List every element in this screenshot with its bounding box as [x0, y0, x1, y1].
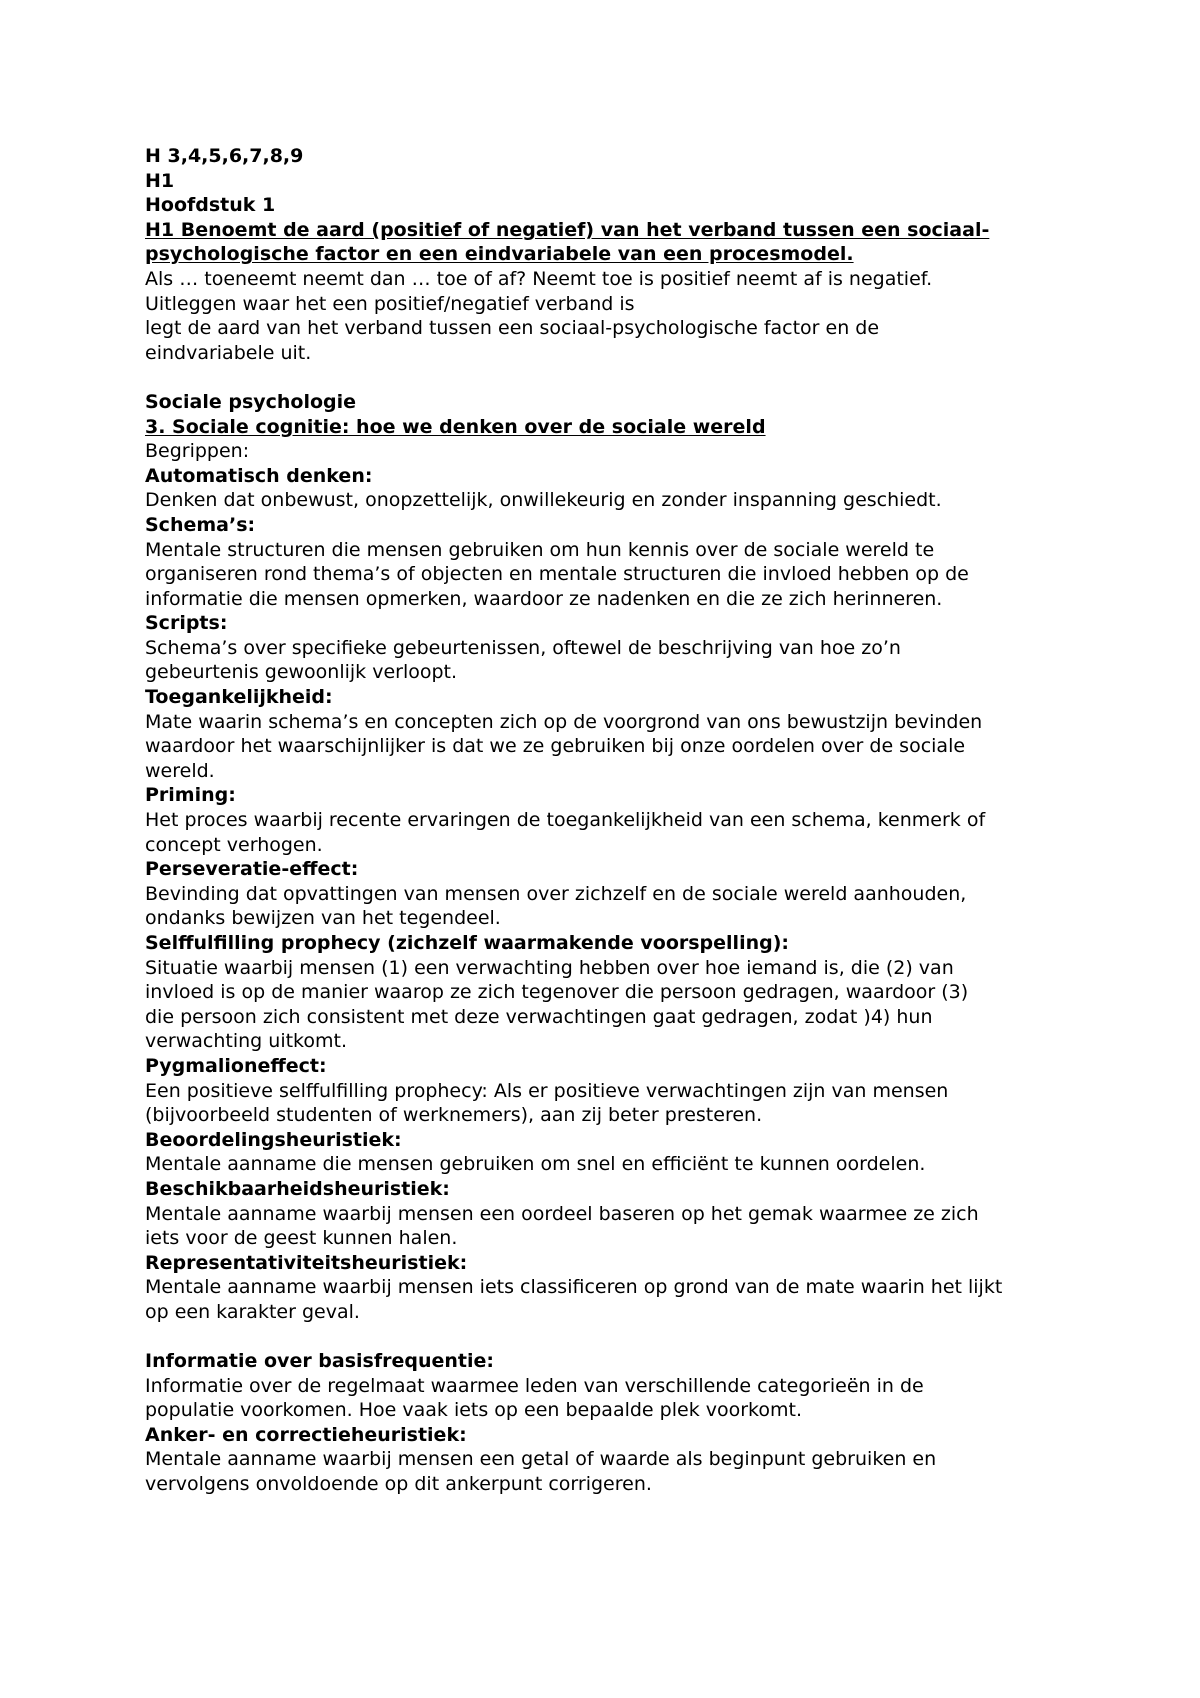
term-definition-line: Mentale aanname waarbij mensen een getal of waarde als beginpunt gebruiken en: [145, 1448, 937, 1471]
term-heading: Beoordelingsheuristiek:: [145, 1128, 402, 1151]
term-definition-line: waardoor het waarschijnlijker is dat we ze gebruiken bij onze oordelen over de sociale: [145, 735, 966, 758]
term-definition-line: wereld.: [145, 759, 215, 782]
term-definition-line: die persoon zich consistent met deze verwachtingen gaat gedragen, zodat )4) hun: [145, 1005, 933, 1028]
term-definition-line: organiseren rond thema’s of objecten en mentale structuren die invloed hebben op de: [145, 563, 969, 586]
term-definition-line: (bijvoorbeeld studenten of werknemers), aan zij beter presteren.: [145, 1104, 763, 1127]
term-heading: Pygmalioneffect:: [145, 1054, 327, 1077]
intro-text-1: Als … toeneemt neemt dan … toe of af? Neemt toe is positief neemt af is negatief.: [145, 267, 933, 290]
term-definition-line: op een karakter geval.: [145, 1300, 360, 1323]
section-title: Sociale psychologie: [145, 390, 357, 413]
learning-goal-line-1: H1 Benoemt de aard (positief of negatief) van het verband tussen een sociaal-: [145, 218, 990, 241]
term-heading: Selffulfilling prophecy (zichzelf waarmakende voorspelling):: [145, 932, 789, 954]
term-heading: Informatie over basisfrequentie:: [145, 1350, 495, 1373]
term-definition-line: Een positieve selffulfilling prophecy: Als er positieve verwachtingen zijn van mensen: [145, 1079, 949, 1102]
chapters-heading: H 3,4,5,6,7,8,9: [145, 145, 304, 167]
term-heading: Representativiteitsheuristiek:: [145, 1251, 468, 1274]
term-definition-line: concept verhogen.: [145, 833, 323, 856]
term-heading: Schema’s:: [145, 513, 256, 536]
chapter-title: 3. Sociale cognitie: hoe we denken over de sociale wereld: [145, 415, 766, 438]
intro-text-2: Uitleggen waar het een positief/negatief verband is: [145, 292, 635, 315]
learning-goal-line-2: psychologische factor en een eindvariabele van een procesmodel.: [145, 243, 854, 266]
spacer: [145, 365, 1080, 390]
document-page: [145, 144, 1080, 1497]
h1-heading: H1: [145, 169, 175, 192]
term-definition-line: invloed is op de manier waarop ze zich tegenover die persoon gedragen, waardoor (3): [145, 981, 969, 1004]
term-definition-line: gebeurtenis gewoonlijk verloopt.: [145, 661, 458, 684]
term-heading: Toegankelijkheid:: [145, 686, 333, 709]
term-definition-line: verwachting uitkomt.: [145, 1030, 348, 1053]
term-heading: Beschikbaarheidsheuristiek:: [145, 1177, 450, 1200]
spacer: [145, 1325, 1080, 1350]
term-definition-line: Bevinding dat opvattingen van mensen over zichzelf en de sociale wereld aanhouden,: [145, 882, 967, 905]
terms-list-2: [145, 1349, 1080, 1497]
term-definition-line: Denken dat onbewust, onopzettelijk, onwillekeurig en zonder inspanning geschiedt.: [145, 489, 942, 512]
term-definition-line: Het proces waarbij recente ervaringen de toegankelijkheid van een schema, kenmerk of: [145, 809, 986, 832]
term-definition-line: iets voor de geest kunnen halen.: [145, 1227, 458, 1250]
begrippen-label: Begrippen:: [145, 440, 250, 463]
terms-list: [145, 464, 1080, 1325]
intro-text-4: eindvariabele uit.: [145, 341, 312, 364]
term-definition-line: Mentale structuren die mensen gebruiken om hun kennis over de sociale wereld te: [145, 538, 935, 561]
term-definition-line: populatie voorkomen. Hoe vaak iets op een bepaalde plek voorkomt.: [145, 1399, 802, 1422]
term-heading: Anker- en correctieheuristiek:: [145, 1423, 467, 1446]
term-definition-line: Informatie over de regelmaat waarmee leden van verschillende categorieën in de: [145, 1374, 924, 1397]
term-definition-line: informatie die mensen opmerken, waardoor ze nadenken en die ze zich herinneren.: [145, 587, 943, 610]
hoofdstuk-heading: Hoofdstuk 1: [145, 194, 276, 217]
term-definition-line: Mentale aanname waarbij mensen iets classificeren op grond van de mate waarin het lijkt: [145, 1276, 1003, 1299]
term-heading: Perseveratie-effect:: [145, 858, 359, 881]
term-definition-line: Mentale aanname waarbij mensen een oordeel baseren op het gemak waarmee ze zich: [145, 1202, 979, 1225]
term-definition-line: Mate waarin schema’s en concepten zich op de voorgrond van ons bewustzijn bevinden: [145, 710, 983, 733]
term-definition-line: ondanks bewijzen van het tegendeel.: [145, 907, 501, 930]
intro-text-3: legt de aard van het verband tussen een sociaal-psychologische factor en de: [145, 317, 880, 340]
term-heading: Scripts:: [145, 612, 228, 635]
term-definition-line: Schema’s over specifieke gebeurtenissen, oftewel de beschrijving van hoe zo’n: [145, 636, 901, 659]
term-definition-line: Mentale aanname die mensen gebruiken om snel en efficiënt te kunnen oordelen.: [145, 1153, 926, 1176]
term-definition-line: vervolgens onvoldoende op dit ankerpunt corrigeren.: [145, 1473, 652, 1496]
term-definition-line: Situatie waarbij mensen (1) een verwachting hebben over hoe iemand is, die (2) van: [145, 956, 954, 979]
term-heading: Automatisch denken:: [145, 464, 373, 487]
term-heading: Priming:: [145, 784, 236, 807]
